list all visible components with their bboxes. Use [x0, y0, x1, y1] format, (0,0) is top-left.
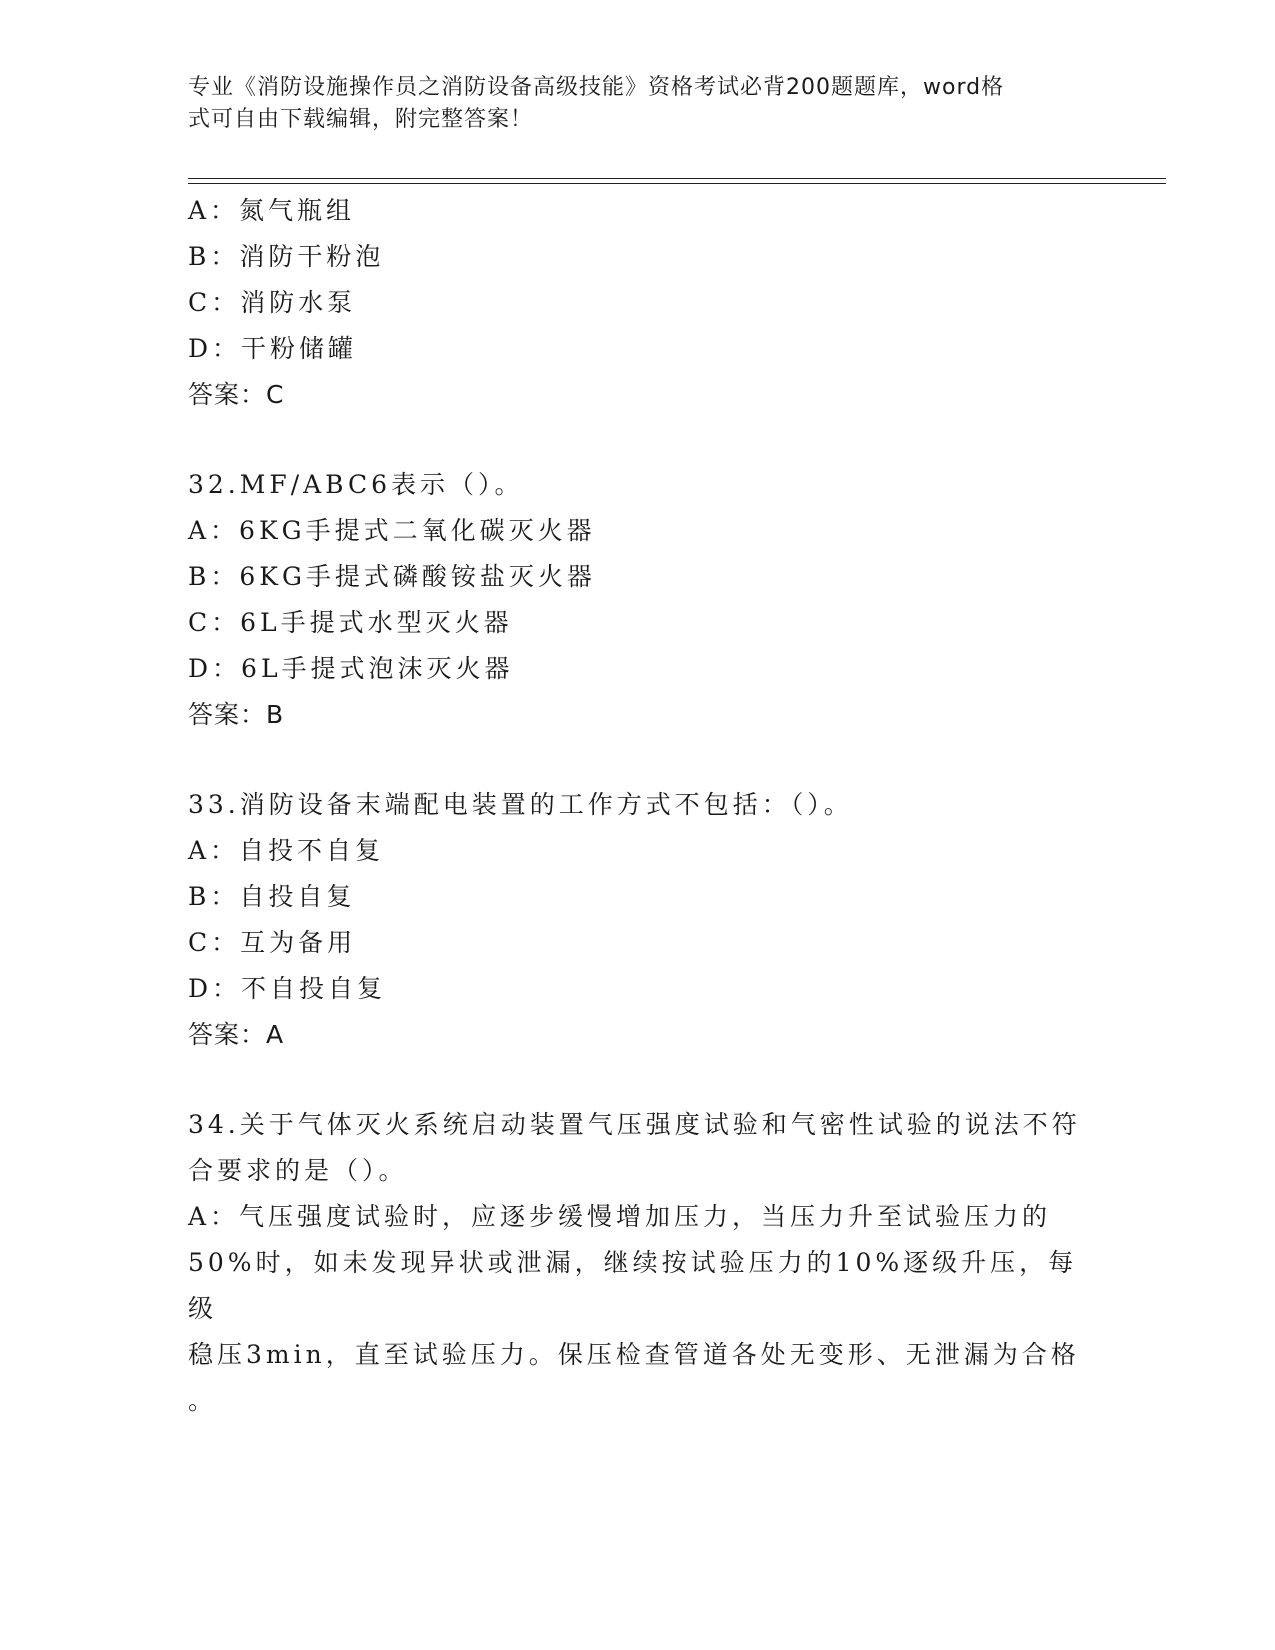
option-a: A：自投不自复: [188, 836, 385, 865]
question-text-line-2: 合要求的是（）。: [188, 1156, 408, 1185]
question-33: [188, 782, 1088, 1058]
option-d: D：不自投自复: [188, 974, 387, 1003]
option-a-line-4: 。: [188, 1386, 218, 1415]
question-32: [188, 462, 1088, 738]
header-divider-bottom: [188, 183, 1166, 184]
option-a-line-1: A：气压强度试验时，应逐步缓慢增加压力，当压力升至试验压力的: [188, 1202, 1052, 1231]
option-a-line-2: 50%时，如未发现异状或泄漏，继续按试验压力的10%逐级升压，每级: [188, 1248, 1078, 1323]
question-text: 33.消防设备末端配电装置的工作方式不包括：（）。: [188, 790, 853, 819]
answer: 答案：C: [188, 380, 285, 409]
option-a: A：氮气瓶组: [188, 196, 356, 225]
option-b: B：6KG手提式磷酸铵盐灭火器: [188, 562, 596, 591]
spacer: [188, 738, 1088, 782]
option-d: D：干粉储罐: [188, 334, 358, 363]
header-line-1: 专业《消防设施操作员之消防设备高级技能》资格考试必背200题题库，word格: [188, 75, 1005, 100]
option-c: C：互为备用: [188, 928, 357, 957]
question-31: [188, 188, 1088, 418]
document-header: [188, 72, 1068, 136]
header-line-2: 式可自由下载编辑，附完整答案！: [188, 107, 534, 132]
answer: 答案：A: [188, 1020, 285, 1049]
question-list: [188, 188, 1088, 1424]
question-text: 32.MF/ABC6表示（）。: [188, 470, 524, 499]
question-34: [188, 1102, 1088, 1424]
option-a: A：6KG手提式二氧化碳灭火器: [188, 516, 596, 545]
option-b: B：自投自复: [188, 882, 356, 911]
question-text-line-1: 34.关于气体灭火系统启动装置气压强度试验和气密性试验的说法不符: [188, 1110, 1081, 1139]
option-c: C：消防水泵: [188, 288, 357, 317]
spacer: [188, 1058, 1088, 1102]
answer: 答案：B: [188, 700, 285, 729]
spacer: [188, 418, 1088, 462]
option-b: B：消防干粉泡: [188, 242, 385, 271]
option-a-line-3: 稳压3min，直至试验压力。保压检查管道各处无变形、无泄漏为合格: [188, 1340, 1080, 1369]
option-d: D：6L手提式泡沫灭火器: [188, 654, 514, 683]
header-divider-top: [188, 178, 1166, 179]
option-c: C：6L手提式水型灭火器: [188, 608, 513, 637]
